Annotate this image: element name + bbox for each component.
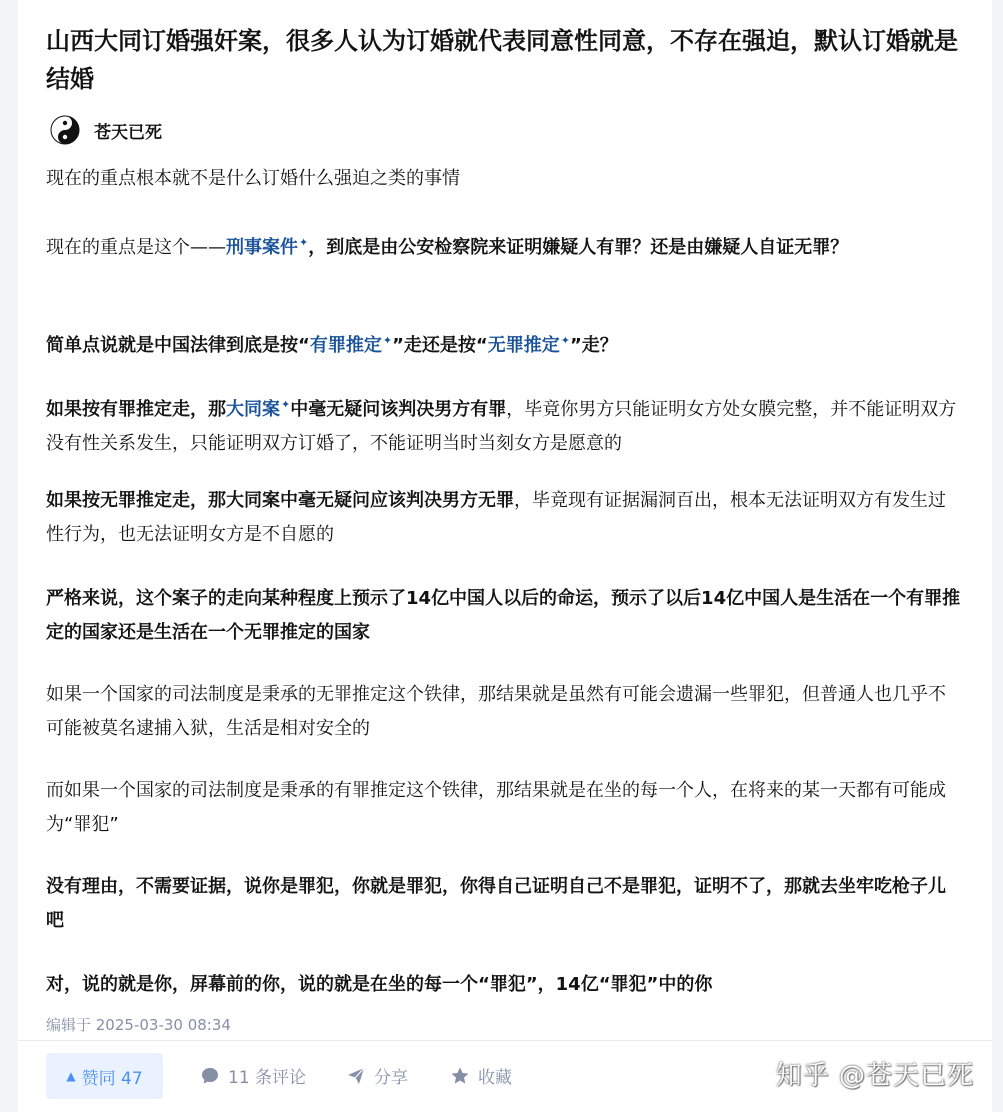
action-bar	[18, 1040, 992, 1112]
upvote-label: 赞同 47	[81, 1068, 143, 1089]
question-title[interactable]: 山西大同订婚强奸案，很多人认为订婚就代表同意性同意，不存在强迫，默认订婚就是结婚	[46, 27, 958, 93]
paragraph-4	[46, 388, 962, 461]
paragraph-4-normal: ，毕竟你男方只能证明女方处女膜完整，并不能证明双方没有性关系发生，只能证明双方订婚了，不能证明当时当刻女方是愿意的	[46, 399, 957, 454]
edit-timestamp[interactable]: 编辑于 2025-03-30 08:34	[46, 1016, 231, 1034]
sparkle-icon: ✦	[560, 334, 570, 347]
share-button[interactable]	[346, 1063, 408, 1088]
paragraph-3	[46, 324, 962, 363]
answer-card	[18, 0, 992, 1111]
paragraph-5-normal: ，毕竟现有证据漏洞百出，根本无法证明双方有发生过性行为，也无法证明女方是不自愿的	[46, 490, 946, 545]
author-info	[50, 114, 162, 146]
paragraph-2	[46, 226, 962, 265]
paragraph-4-bold-suffix: 中毫无疑问该判决男方有罪	[290, 399, 507, 420]
send-icon	[346, 1066, 366, 1086]
link-criminal-case[interactable]: 刑事案件	[226, 237, 298, 258]
sparkle-icon: ✦	[281, 398, 291, 411]
paragraph-2-prefix: 现在的重点是这个——	[46, 237, 226, 258]
paragraph-10: 对，说的就是你，屏幕前的你，说的就是在坐的每一个“罪犯”，14亿“罪犯”中的你	[46, 974, 713, 995]
author-name[interactable]: 苍天已死	[94, 122, 162, 143]
paragraph-7: 如果一个国家的司法制度是秉承的无罪推定这个铁律，那结果就是虽然有可能会遗漏一些罪犯，但普通人也几乎不可能被莫名逮捕入狱，生活是相对安全的	[46, 684, 946, 739]
zhihu-watermark: 知乎 @苍天已死	[775, 1061, 974, 1091]
paragraph-9: 没有理由，不需要证据，说你是罪犯，你就是罪犯，你得自己证明自己不是罪犯，证明不了，那就去坐牢吃枪子儿吧	[46, 876, 946, 931]
triangle-up-icon: ▲	[66, 1069, 76, 1083]
link-datong-case[interactable]: 大同案	[226, 399, 280, 420]
paragraph-2-suffix: ，到底是由公安检察院来证明嫌疑人有罪？还是由嫌疑人自证无罪？	[308, 237, 849, 258]
link-presumption-guilt[interactable]: 有罪推定	[309, 335, 382, 356]
paragraph-3-suffix: ”走？	[569, 335, 618, 356]
paragraph-1: 现在的重点根本就不是什么订婚什么强迫之类的事情	[46, 168, 460, 189]
paragraph-5	[46, 484, 962, 552]
paragraph-3-prefix: 简单点说就是中国法律到底是按“	[46, 335, 310, 356]
comment-button[interactable]	[200, 1063, 306, 1088]
star-icon	[450, 1066, 470, 1086]
share-label: 分享	[374, 1068, 408, 1088]
paragraph-5-bold: 如果按无罪推定走，那大同案中毫无疑问应该判决男方无罪	[46, 490, 514, 511]
paragraph-4-bold-prefix: 如果按有罪推定走，那	[46, 399, 226, 420]
paragraph-6: 严格来说，这个案子的走向某种程度上预示了14亿中国人以后的命运，预示了以后14亿中国人是生活在一个有罪推定的国家还是生活在一个无罪推定的国家	[46, 588, 961, 643]
comment-icon	[200, 1066, 220, 1086]
comment-label: 11 条评论	[228, 1068, 307, 1088]
paragraph-8: 而如果一个国家的司法制度是秉承的有罪推定这个铁律，那结果就是在坐的每一个人，在将来的某一天都有可能成为“罪犯”	[46, 780, 946, 835]
sparkle-icon: ✦	[299, 236, 309, 249]
sparkle-icon: ✦	[382, 334, 393, 347]
upvote-button[interactable]	[46, 1053, 163, 1099]
paragraph-3-middle: ”走还是按“	[392, 335, 488, 356]
favorite-label: 收藏	[478, 1068, 512, 1088]
favorite-button[interactable]	[450, 1063, 512, 1088]
link-presumption-innocence[interactable]: 无罪推定	[487, 335, 560, 356]
taiji-icon[interactable]	[50, 115, 80, 145]
